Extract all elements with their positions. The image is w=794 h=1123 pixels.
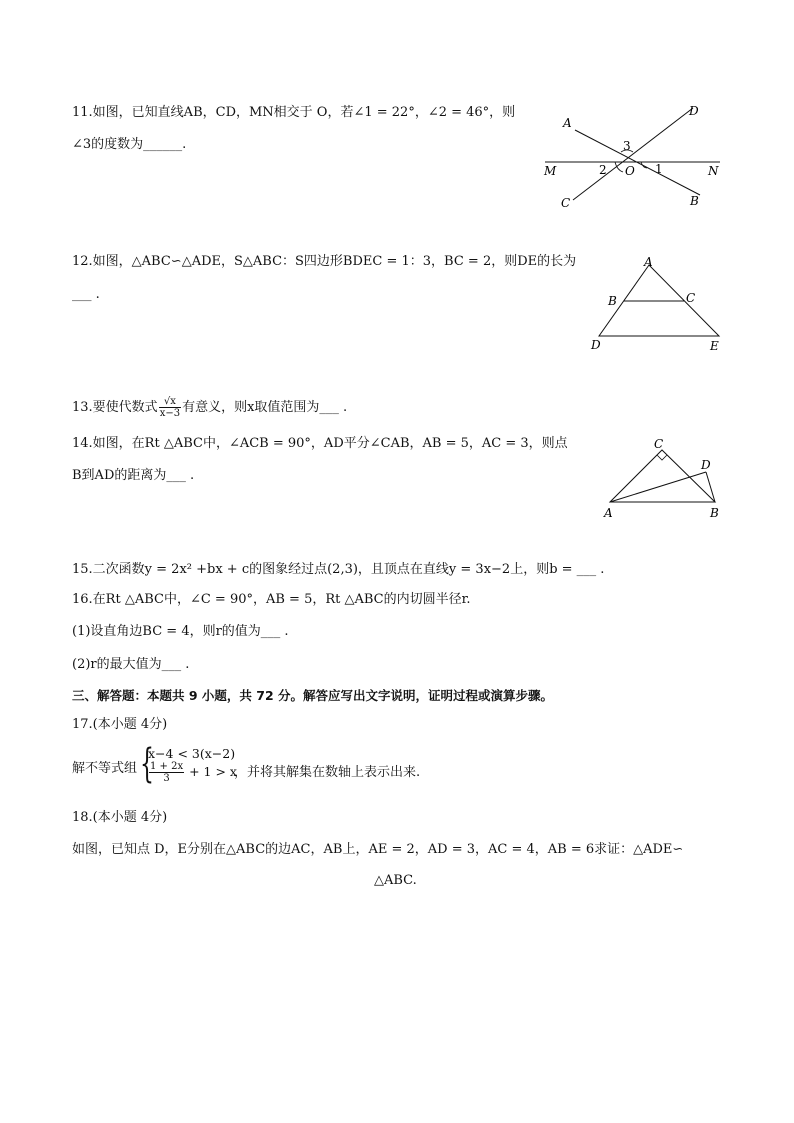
q12-line1: 12.如图，△ABC∽△ADE，S△ABC：S四边形BDEC = 1：3，BC = 2，则DE的长为 xyxy=(72,254,577,269)
label-angle1: 1 xyxy=(655,162,663,176)
label-a: A xyxy=(563,116,572,130)
label-o: O xyxy=(625,164,635,178)
q17-inequality-2 xyxy=(148,761,237,784)
label-d: D xyxy=(689,104,699,118)
q11-line1: 11.如图，已知直线AB，CD，MN相交于 O，若∠1 = 22°，∠2 = 46°，则 xyxy=(72,105,516,120)
label-a: A xyxy=(604,506,613,520)
figure-q14 xyxy=(598,432,728,524)
q17-inequality-2-rest: + 1 > x xyxy=(189,764,237,779)
q13-prefix: 13.要使代数式 xyxy=(72,400,158,415)
q16-line2: (1)设直角边BC = 4，则r的值为___ . xyxy=(72,624,289,639)
label-angle2: 2 xyxy=(599,163,607,177)
label-a: A xyxy=(644,255,653,269)
q18-header: 18.(本小题 4分) xyxy=(72,810,168,825)
label-c: C xyxy=(654,437,664,451)
label-d: D xyxy=(701,458,711,472)
q18-line2: △ABC. xyxy=(374,873,417,888)
q16-line1: 16.在Rt △ABC中，∠C = 90°，AB = 5，Rt △ABC的内切圆半径r. xyxy=(72,592,471,607)
q13-line xyxy=(72,396,347,419)
q17-inequality-1: x−4 < 3(x−2) xyxy=(148,746,236,761)
q13-fraction xyxy=(159,396,181,419)
q17-suffix: ，并将其解集在数轴上表示出来. xyxy=(234,765,421,780)
figure-q11 xyxy=(535,100,730,215)
section-3-title: 三、解答题：本题共 9 小题，共 72 分。解答应写出文字说明，证明过程或演算步骤。 xyxy=(72,688,554,703)
label-c: C xyxy=(686,291,696,305)
q14-line2: B到AD的距离为___ . xyxy=(72,468,195,483)
q12-line2: ___ . xyxy=(72,287,100,302)
right-angle-mark xyxy=(657,455,667,460)
label-d: D xyxy=(591,338,601,352)
figure-q12 xyxy=(585,250,730,360)
q17-brace: { xyxy=(140,741,154,787)
q17-fraction xyxy=(149,761,184,784)
q13-denominator: x−3 xyxy=(159,408,181,419)
label-n: N xyxy=(708,164,719,178)
label-m: M xyxy=(544,164,557,178)
q17-frac-num: 1 + 2x xyxy=(150,761,184,772)
q17-header: 17.(本小题 4分) xyxy=(72,717,168,732)
line-cd xyxy=(573,108,693,200)
q15-line: 15.二次函数y = 2x² +bx + c的图象经过点(2,3)，且顶点在直线y = 3x−2上，则b = ___ . xyxy=(72,562,605,577)
label-b: B xyxy=(710,506,719,520)
label-b: B xyxy=(608,294,617,308)
label-c: C xyxy=(561,196,571,210)
label-e: E xyxy=(710,339,719,353)
q14-line1: 14.如图，在Rt △ABC中，∠ACB = 90°，AD平分∠CAB，AB = 5，AC = 3，则点 xyxy=(72,436,568,451)
q13-suffix: 有意义，则x取值范围为___ . xyxy=(182,400,348,415)
q18-line1: 如图，已知点 D，E分别在△ABC的边AC，AB上，AE = 2，AD = 3，AC = 4，AB = 6求证：△ADE∽ xyxy=(72,842,684,857)
q13-numerator: √x xyxy=(159,396,181,408)
label-angle3: 3 xyxy=(623,139,631,153)
q17-prefix: 解不等式组 xyxy=(72,761,138,776)
label-b: B xyxy=(690,194,699,208)
q17-frac-den: 3 xyxy=(163,773,170,784)
q16-line3: (2)r的最大值为___ . xyxy=(72,657,190,672)
q11-line2: ∠3的度数为______. xyxy=(72,137,187,152)
triangle-abc xyxy=(610,450,715,502)
